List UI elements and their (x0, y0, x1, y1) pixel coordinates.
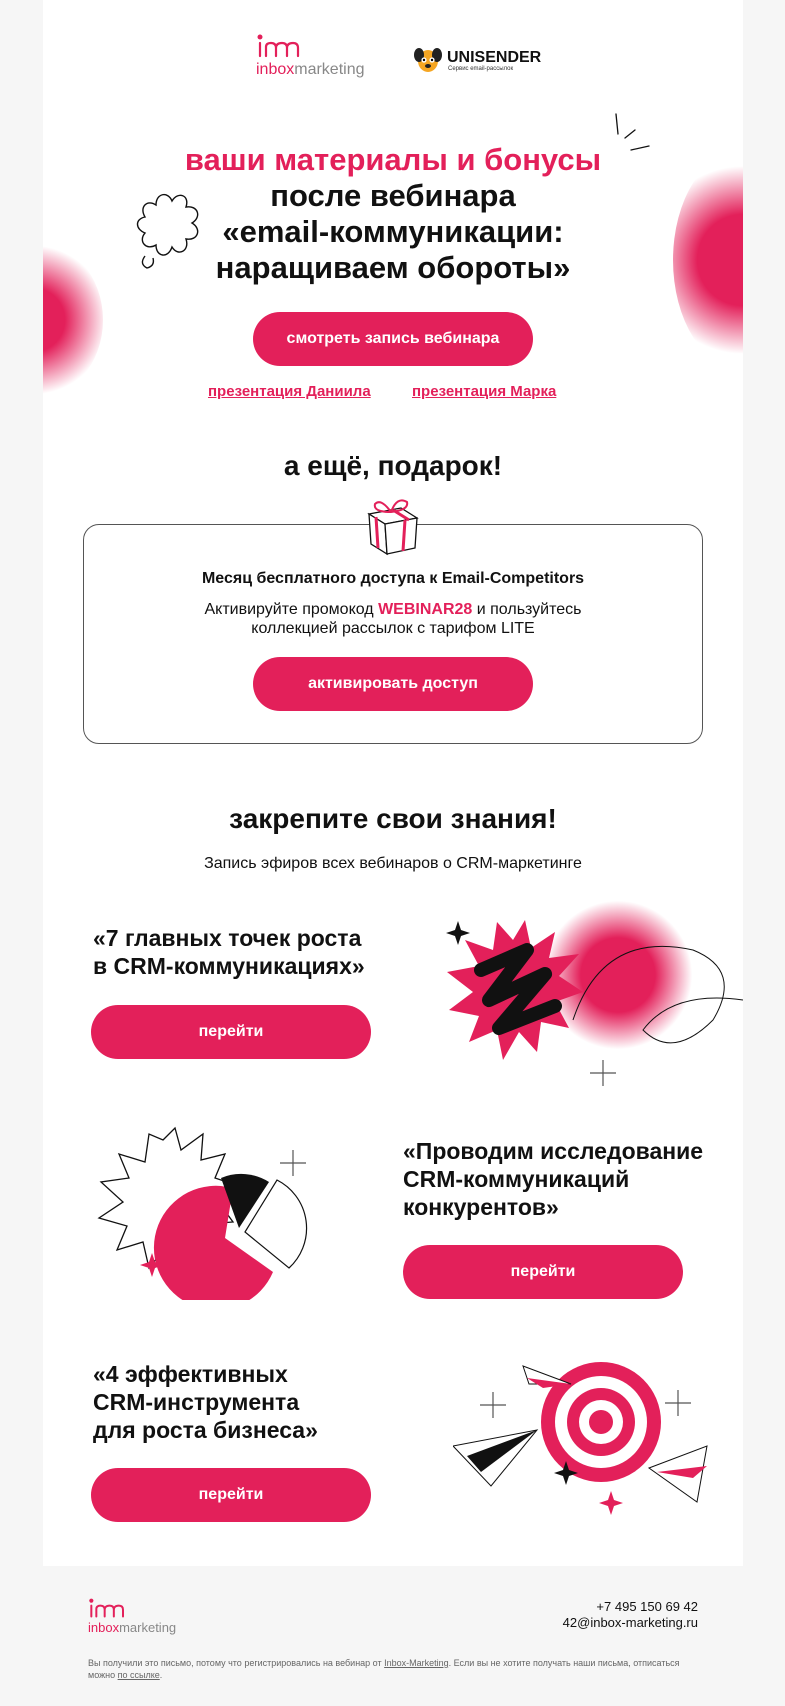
hero-title-line: после вебинара (270, 178, 516, 213)
knowledge-heading: закрепите свои знания! (229, 803, 557, 834)
footer-unsubscribe-note (88, 1657, 688, 1681)
unisender-tagline: Сервис email-рассылок (448, 66, 514, 72)
pie-chart-illustration (93, 1120, 323, 1300)
hero-title-line: наращиваем обороты» (215, 250, 571, 285)
webinar-1-title-line: «7 главных точек роста (93, 925, 362, 951)
hero-section (43, 0, 743, 400)
inbox-marketing-link[interactable]: Inbox-Marketing (384, 1658, 449, 1668)
unisender-logo[interactable] (413, 46, 553, 76)
webinar-1-title-line: в CRM-коммуникациях» (93, 953, 365, 979)
footer-note-text: Вы получили это письмо, потому что регистрировались на вебинар от (88, 1658, 385, 1668)
webinar-3-title-line: для роста бизнеса» (93, 1417, 318, 1443)
webinar-3-title (93, 1360, 393, 1444)
webinar-3-title-line: «4 эффективных (93, 1361, 288, 1387)
daniil-presentation-link[interactable]: презентация Даниила (208, 383, 371, 400)
gift-text-part: и пользуйтесь коллекцией рассылок с тарифом LITE (251, 601, 582, 637)
starburst-zigzag-illustration (433, 910, 743, 1090)
gift-title: Месяц бесплатного доступа к Email-Competitors (201, 570, 585, 587)
webinar-2-title-line: «Проводим исследование (403, 1138, 704, 1164)
footer-logo-text: inboxmarketing (88, 1620, 177, 1635)
watch-webinar-button[interactable]: смотреть запись вебинара (253, 312, 533, 366)
webinar-3-title-line: CRM-инструмента (93, 1389, 300, 1415)
promo-code: WEBINAR28 (378, 601, 473, 618)
webinar-1-button[interactable]: перейти (91, 1005, 371, 1059)
activate-access-button[interactable]: активировать доступ (253, 657, 533, 711)
mark-presentation-link[interactable]: презентация Марка (412, 383, 557, 400)
footer-phone[interactable]: +7 495 150 69 42 (596, 1599, 698, 1614)
footer-email[interactable]: 42@inbox-marketing.ru (562, 1615, 698, 1630)
knowledge-subheading: Запись эфиров всех вебинаров о CRM-маркетинге (204, 855, 582, 872)
gift-text-part: Активируйте промокод (204, 601, 379, 618)
footer-note-text: . (159, 1670, 163, 1680)
webinar-2-title (403, 1137, 723, 1221)
gift-heading: а ещё, подарок! (283, 450, 503, 481)
webinar-2-title-line: конкурентов» (403, 1194, 559, 1220)
gift-description (193, 600, 593, 638)
dog-mascot-icon (413, 46, 443, 74)
inbox-marketing-logo[interactable] (256, 34, 376, 82)
inbox-logo-icon (88, 1598, 128, 1620)
webinar-2-title-line: CRM-коммуникаций (403, 1166, 630, 1192)
hero-title-line: «email-коммуникации: (222, 214, 564, 249)
inbox-logo-text: inboxmarketing (256, 61, 365, 78)
gift-box-icon (361, 496, 425, 556)
target-paper-planes-illustration (453, 1360, 743, 1530)
webinar-2-button[interactable]: перейти (403, 1245, 683, 1299)
footer-contacts (563, 1599, 698, 1631)
webinar-1-title (93, 924, 393, 980)
hero-title (43, 178, 743, 286)
email-card (43, 0, 743, 1566)
unisender-name: UNISENDER (447, 49, 542, 66)
footer-inbox-logo[interactable] (88, 1598, 188, 1638)
unsubscribe-link[interactable]: по ссылке (117, 1670, 160, 1680)
hero-title-accent: ваши материалы и бонусы (184, 142, 602, 177)
webinar-3-button[interactable]: перейти (91, 1468, 371, 1522)
inbox-logo-icon (256, 34, 304, 60)
footer-note-text: . Если вы не хотите получать наши письма, отписаться можно (88, 1658, 680, 1680)
